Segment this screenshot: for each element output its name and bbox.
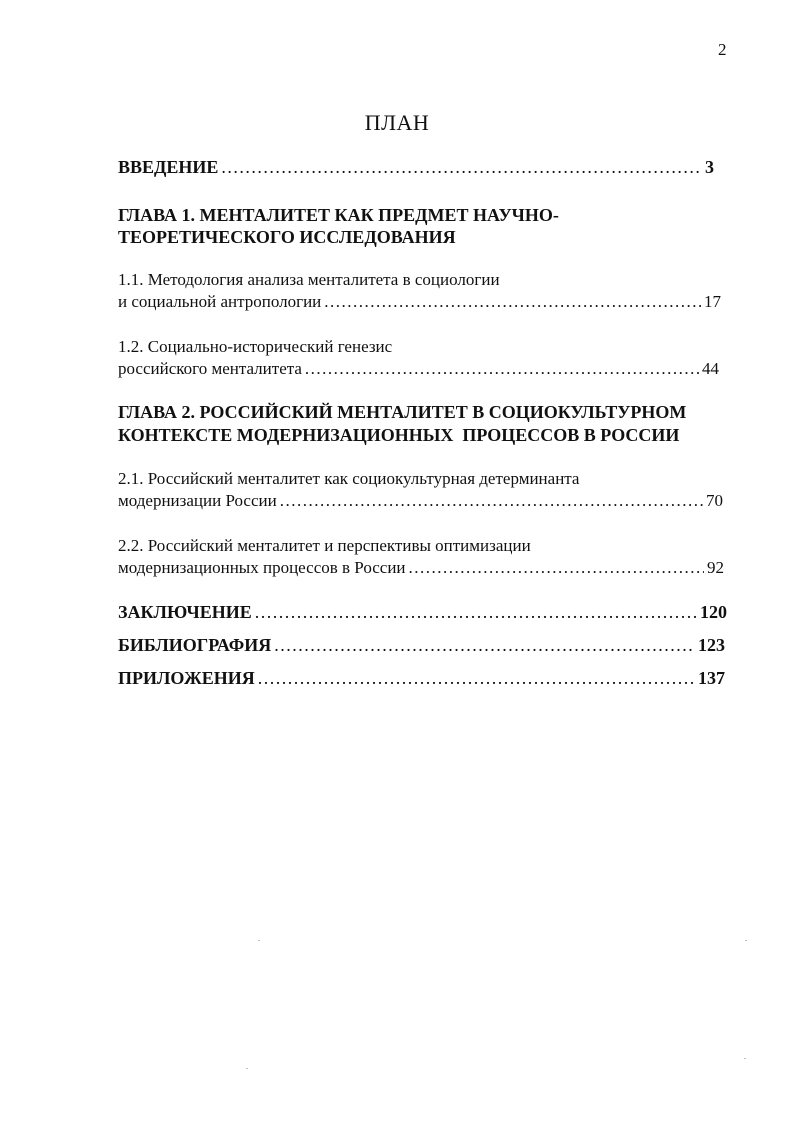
chapter-1-title-continued: ТЕОРЕТИЧЕСКОГО ИССЛЕДОВАНИЯ xyxy=(118,227,456,247)
toc-entry-page: 120 xyxy=(700,602,727,622)
toc-entry-title: модернизации России xyxy=(118,491,277,510)
toc-entry-title: ЗАКЛЮЧЕНИЕ xyxy=(118,602,252,622)
scan-artifact xyxy=(744,1058,746,1059)
toc-entry-page: 3 xyxy=(705,157,714,177)
dot-leader xyxy=(255,602,697,623)
toc-entry-introduction[interactable] xyxy=(118,157,714,178)
toc-entry-page: 17 xyxy=(704,292,721,311)
dot-leader xyxy=(324,292,701,312)
toc-entry-appendices[interactable] xyxy=(118,668,725,689)
toc-entry-title: российского менталитета xyxy=(118,359,302,378)
toc-entry-section-1-2[interactable] xyxy=(118,359,719,379)
dot-leader xyxy=(221,157,702,178)
dot-leader xyxy=(274,635,695,656)
section-1-2-title: 1.2. Социально-исторический генезис xyxy=(118,337,393,356)
scan-artifact xyxy=(258,940,260,941)
chapter-2-title: ГЛАВА 2. РОССИЙСКИЙ МЕНТАЛИТЕТ В СОЦИОКУЛЬТУРНОМ xyxy=(118,402,687,422)
scan-artifact xyxy=(246,1068,248,1069)
toc-entry-title: БИБЛИОГРАФИЯ xyxy=(118,635,272,655)
toc-entry-section-2-2[interactable] xyxy=(118,558,724,578)
toc-entry-page: 44 xyxy=(702,359,719,378)
section-2-2-title: 2.2. Российский менталитет и перспективы оптимизации xyxy=(118,536,531,555)
dot-leader xyxy=(305,359,699,379)
toc-entry-title: ПРИЛОЖЕНИЯ xyxy=(118,668,255,688)
toc-heading: ПЛАН xyxy=(364,110,430,135)
toc-entry-section-1-1[interactable] xyxy=(118,292,721,312)
toc-entry-title: модернизационных процессов в России xyxy=(118,558,406,577)
section-1-1-title: 1.1. Методология анализа менталитета в социологии xyxy=(118,270,500,289)
page-number: 2 xyxy=(718,40,727,59)
toc-entry-title: и социальной антропологии xyxy=(118,292,322,311)
toc-entry-page: 123 xyxy=(698,635,725,655)
dot-leader xyxy=(409,558,704,578)
toc-entry-page: 92 xyxy=(707,558,724,577)
dot-leader xyxy=(280,491,703,511)
toc-entry-page: 70 xyxy=(706,491,723,510)
toc-entry-page: 137 xyxy=(698,668,725,688)
section-2-1-title: 2.1. Российский менталитет как социокультурная детерминанта xyxy=(118,469,580,488)
chapter-2-title-continued: КОНТЕКСТЕ МОДЕРНИЗАЦИОННЫХ ПРОЦЕССОВ В РОССИИ xyxy=(118,425,680,445)
toc-entry-section-2-1[interactable] xyxy=(118,491,723,511)
toc-entry-conclusion[interactable] xyxy=(118,602,727,623)
chapter-1-title: ГЛАВА 1. МЕНТАЛИТЕТ КАК ПРЕДМЕТ НАУЧНО- xyxy=(118,205,559,225)
scan-artifact xyxy=(745,940,747,941)
dot-leader xyxy=(258,668,695,689)
toc-entry-title: ВВЕДЕНИЕ xyxy=(118,157,219,177)
toc-entry-bibliography[interactable] xyxy=(118,635,725,656)
